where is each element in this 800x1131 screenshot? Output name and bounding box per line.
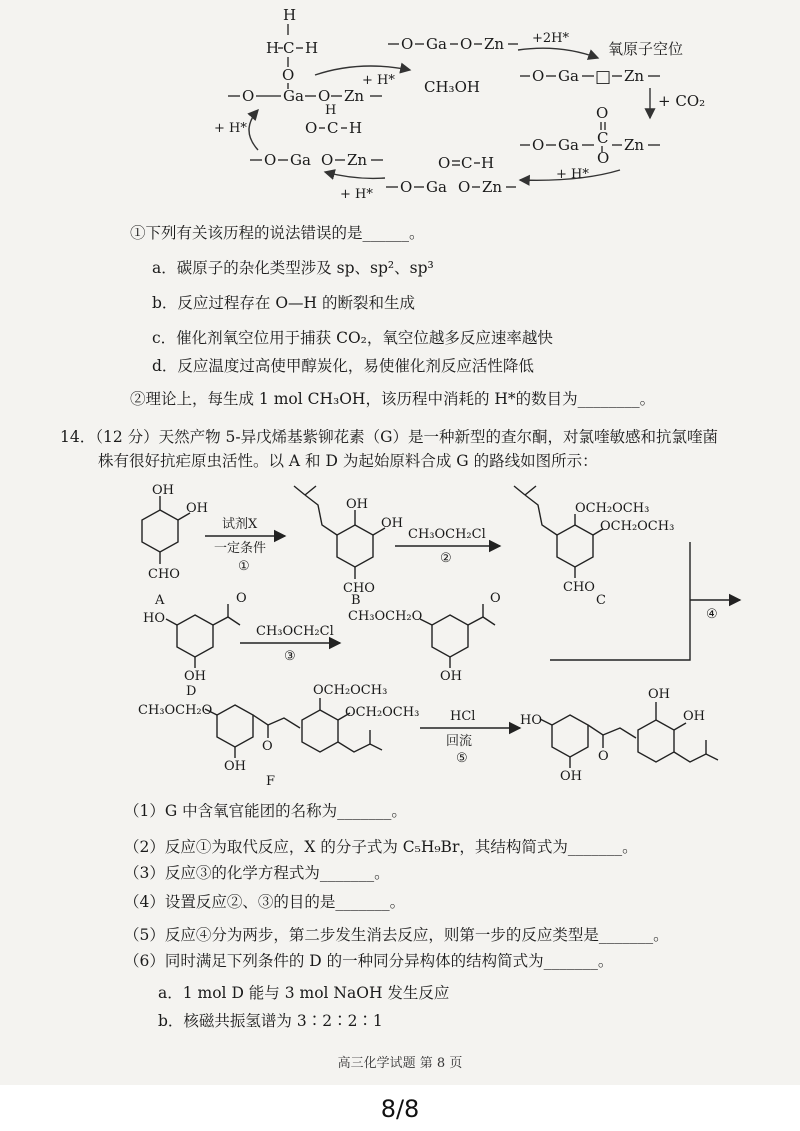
atom-c: C [283, 39, 295, 57]
label-o: O [598, 749, 609, 764]
compound-label-c: C [596, 593, 606, 608]
label-mom-left: CH₃OCH₂O [348, 609, 423, 624]
atom-h: H [349, 119, 363, 137]
label-o: O [236, 591, 247, 606]
compound-label-b: B [351, 593, 361, 608]
atom-ga: Ga [558, 136, 579, 154]
methanol-product: CH₃OH [424, 78, 480, 96]
atom-o: O [460, 35, 473, 53]
atom-c: C [597, 129, 609, 147]
q14-question-1: （1）G 中含氧官能团的名称为_______。 [124, 802, 407, 820]
label-o: O [490, 591, 501, 606]
atom-h: H [481, 154, 495, 172]
q13-stem-1: ①下列有关该历程的说法错误的是______。 [130, 224, 425, 242]
label-mom: OCH₂OCH₃ [575, 501, 650, 516]
page-indicator: 8/8 [380, 1095, 420, 1123]
atom-ga: Ga [426, 178, 447, 196]
label-mom: OCH₂OCH₃ [600, 519, 675, 534]
atom-o: O [438, 154, 451, 172]
step-3-label: ③ [284, 649, 296, 664]
atom-c: C [461, 154, 473, 172]
q13-option-a: a．碳原子的杂化类型涉及 sp、sp²、sp³ [152, 259, 434, 277]
q14-question-4: （4）设置反应②、③的目的是_______。 [124, 893, 406, 911]
compound-label-f: F [266, 774, 276, 789]
atom-o: O [532, 67, 545, 85]
atom-ga: Ga [426, 35, 447, 53]
reflux-condition: 回流 [446, 734, 473, 749]
atom-o: O [597, 149, 610, 167]
label-cho: CHO [148, 567, 180, 582]
atom-o: O [318, 87, 331, 105]
label-oh: OH [381, 516, 403, 531]
q14-question-6: （6）同时满足下列条件的 D 的一种同分异构体的结构简式为_______。 [124, 952, 614, 970]
h-star-label: + H* [340, 187, 373, 202]
h-star-label: + H* [556, 167, 589, 182]
label-mom: OCH₂OCH₃ [345, 705, 420, 720]
step-4-label: ④ [706, 607, 718, 622]
label-mom-left: CH₃OCH₂O [138, 703, 213, 718]
step-5-label: ⑤ [456, 751, 468, 766]
reagent-step-5: HCl [450, 709, 476, 724]
reagent-step-3: CH₃OCH₂Cl [256, 624, 334, 639]
q14-condition-a: a．1 mol D 能与 3 mol NaOH 发生反应 [158, 984, 450, 1002]
q14-intro-1: 14．（12 分）天然产物 5-异戊烯基紫铆花素（G）是一种新型的查尔酮，对氯喹敏感和抗氯喹菌 [60, 428, 719, 446]
label-oh: OH [560, 769, 582, 784]
q14-condition-b: b．核磁共振氢谱为 3∶2∶2∶1 [158, 1012, 383, 1030]
synthesis-route-diagram [0, 480, 800, 800]
label-o: O [262, 739, 273, 754]
compound-label-d: D [186, 684, 197, 699]
atom-o: O [596, 104, 609, 122]
label-oh: OH [683, 709, 705, 724]
atom-o: O [242, 87, 255, 105]
atom-o: O [532, 136, 545, 154]
atom-h: H [325, 103, 337, 118]
atom-zn: Zn [624, 136, 645, 154]
step-2-label: ② [440, 551, 452, 566]
label-ho: HO [143, 611, 165, 626]
atom-h: H [266, 39, 280, 57]
vacancy-box: □ [595, 67, 612, 87]
step-1-label: ① [238, 559, 250, 574]
atom-zn: Zn [347, 151, 368, 169]
label-mom: OCH₂OCH₃ [313, 683, 388, 698]
h-star-label: + H* [362, 73, 395, 88]
q14-question-2: （2）反应①为取代反应，X 的分子式为 C₅H₉Br，其结构简式为_______。 [124, 838, 638, 856]
atom-zn: Zn [344, 87, 365, 105]
atom-h: H [283, 6, 297, 24]
label-oh: OH [440, 669, 462, 684]
q13-option-b: b．反应过程存在 O—H 的断裂和生成 [152, 294, 416, 312]
page-footer: 高三化学试题 第 8 页 [337, 1056, 463, 1071]
atom-zn: Zn [482, 178, 503, 196]
label-cho: CHO [563, 580, 595, 595]
reagent-step-2: CH₃OCH₂Cl [408, 527, 486, 542]
atom-ga: Ga [290, 151, 311, 169]
atom-o: O [321, 151, 334, 169]
label-oh: OH [346, 497, 368, 512]
co2-label: + CO₂ [658, 92, 706, 110]
q13-stem-2: ②理论上，每生成 1 mol CH₃OH，该历程中消耗的 H*的数目为________。 [130, 390, 656, 408]
atom-o: O [400, 178, 413, 196]
label-oh: OH [224, 759, 246, 774]
label-oh: OH [186, 501, 208, 516]
q13-option-c: c．催化剂氧空位用于捕获 CO₂，氧空位越多反应速率越快 [152, 329, 553, 347]
atom-o: O [282, 66, 295, 84]
atom-ga: Ga [283, 87, 304, 105]
label-oh: OH [648, 687, 670, 702]
atom-o: O [264, 151, 277, 169]
atom-ga: Ga [558, 67, 579, 85]
atom-o: O [401, 35, 414, 53]
atom-h: H [305, 39, 319, 57]
two-h-star-label: +2H* [532, 31, 570, 46]
label-oh: OH [152, 483, 174, 498]
label-cho: CHO [343, 581, 375, 596]
atom-c: C [327, 119, 339, 137]
compound-label-a: A [155, 593, 165, 608]
label-oh: OH [184, 669, 206, 684]
reagent-x: 试剂X [222, 517, 258, 532]
h-star-label: + H* [214, 121, 247, 136]
q14-question-3: （3）反应③的化学方程式为_______。 [124, 864, 390, 882]
atom-zn: Zn [484, 35, 505, 53]
reaction-condition: 一定条件 [214, 541, 267, 556]
catalytic-cycle-diagram [0, 0, 800, 210]
q14-intro-2: 株有很好抗疟原虫活性。以 A 和 D 为起始原料合成 G 的路线如图所示： [98, 452, 598, 470]
atom-o: O [458, 178, 471, 196]
q14-question-5: （5）反应④分为两步，第二步发生消去反应，则第一步的反应类型是_______。 [124, 926, 669, 944]
q13-option-d: d．反应温度过高使甲醇炭化，易使催化剂反应活性降低 [152, 357, 534, 375]
label-ho: HO [520, 713, 542, 728]
oxygen-vacancy-label: 氧原子空位 [608, 40, 684, 58]
atom-zn: Zn [624, 67, 645, 85]
atom-o: O [305, 119, 318, 137]
